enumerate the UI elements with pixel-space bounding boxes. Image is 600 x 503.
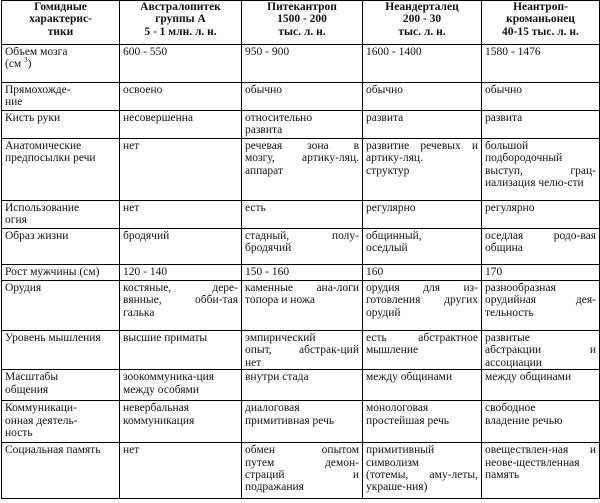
cell-cro-magnon: 1580 - 1476	[482, 45, 600, 83]
cell-label: Образ жизни	[2, 229, 120, 265]
cell-pithecanthropus: внутри стада	[242, 370, 363, 401]
cell-label: Коммуникаци- онная деятель- ность	[2, 401, 120, 443]
cell-australopithecus: нет	[120, 139, 242, 201]
cell-pithecanthropus: каменные ана-логи топора и ножа	[242, 281, 363, 331]
cell-label: Прямохожде- ние	[2, 83, 120, 111]
cell-neanderthal: 160	[363, 265, 482, 281]
cell-cro-magnon: разнообразная орудийная дея- тельность	[482, 281, 600, 331]
cell-neanderthal: обычно	[363, 83, 482, 111]
cell-australopithecus: костяные, дере- вянные, обби-тая галька	[120, 281, 242, 331]
cell-neanderthal: развитие речевых и артику-ляц. структур	[363, 139, 482, 201]
cell-pithecanthropus: обычно	[242, 83, 363, 111]
cell-cro-magnon: развита	[482, 111, 600, 139]
cell-neanderthal: орудия для из- готовления других орудий	[363, 281, 482, 331]
cell-label: Анатомические предпосылки речи	[2, 139, 120, 201]
cell-pithecanthropus: эмпирический опыт, абстрак-ций нет	[242, 331, 363, 370]
cell-neanderthal: есть абстрактное мышление	[363, 331, 482, 370]
row-thinking-level	[2, 331, 600, 370]
row-social-memory	[2, 443, 600, 499]
cell-pithecanthropus: относительно развита	[242, 111, 363, 139]
cell-pithecanthropus: стадный, полу- бродячий	[242, 229, 363, 265]
cell-australopithecus: 600 - 550	[120, 45, 242, 83]
cell-cro-magnon: развитые абстракции и ассоциации	[482, 331, 600, 370]
cell-pithecanthropus: есть	[242, 201, 363, 229]
cell-pithecanthropus: речевая зона в мозгу, артику-ляц. аппарат	[242, 139, 363, 201]
cell-australopithecus: невербальная коммуникация	[120, 401, 242, 443]
cell-label: Социальная память	[2, 443, 120, 499]
row-communication-scale	[2, 370, 600, 401]
header-characteristics: Гомидные характерис- тики	[2, 1, 120, 45]
header-pithecanthropus: Питекантроп 1500 - 200 тыс. л. н.	[242, 1, 363, 45]
cell-australopithecus: освоено	[120, 83, 242, 111]
cell-cro-magnon: между общинами	[482, 370, 600, 401]
cell-neanderthal: между общинами	[363, 370, 482, 401]
cell-pithecanthropus: диалоговая примитивная речь	[242, 401, 363, 443]
cell-neanderthal: примитивный символизм (тотемы, аму-леты, украше-ния)	[363, 443, 482, 499]
row-male-height	[2, 265, 600, 281]
cell-label: Кисть руки	[2, 111, 120, 139]
cell-neanderthal: развита	[363, 111, 482, 139]
row-tools	[2, 281, 600, 331]
table-body	[2, 45, 600, 499]
cell-cro-magnon: свободное владение речью	[482, 401, 600, 443]
header-cro-magnon: Неантроп- кроманьонец 40-15 тыс. л. н.	[482, 1, 600, 45]
cell-cro-magnon: оседлая родо-вая община	[482, 229, 600, 265]
row-fire-use	[2, 201, 600, 229]
header-australopithecus: Австралопитек группы А 5 - 1 млн. л. н.	[120, 1, 242, 45]
row-lifestyle	[2, 229, 600, 265]
cell-neanderthal: регулярно	[363, 201, 482, 229]
row-communicative-activity	[2, 401, 600, 443]
cell-neanderthal: монологовая простейшая речь	[363, 401, 482, 443]
cell-australopithecus: 120 - 140	[120, 265, 242, 281]
cell-label: Уровень мышления	[2, 331, 120, 370]
cell-australopithecus: бродячий	[120, 229, 242, 265]
cell-label: Рост мужчины (см)	[2, 265, 120, 281]
cell-label: Масштабы общения	[2, 370, 120, 401]
cell-australopithecus: зоокоммуника-ция между особями	[120, 370, 242, 401]
cell-cro-magnon: обычно	[482, 83, 600, 111]
cell-australopithecus: несовершенна	[120, 111, 242, 139]
cell-cro-magnon: 170	[482, 265, 600, 281]
cell-neanderthal: 1600 - 1400	[363, 45, 482, 83]
row-hand	[2, 111, 600, 139]
cell-australopithecus: высшие приматы	[120, 331, 242, 370]
cell-pithecanthropus: обмен опытом путем демон- страций и подражания	[242, 443, 363, 499]
cell-label: Орудия	[2, 281, 120, 331]
cell-cro-magnon: регулярно	[482, 201, 600, 229]
row-bipedalism	[2, 83, 600, 111]
cell-label: Использование огня	[2, 201, 120, 229]
header-neanderthal: Неандерталец 200 - 30 тыс. л. н.	[363, 1, 482, 45]
cell-cro-magnon: овеществлен-ная и неове-ществленная память	[482, 443, 600, 499]
row-brain-volume	[2, 45, 600, 83]
cell-neanderthal: общинный, оседлый	[363, 229, 482, 265]
cell-pithecanthropus: 150 - 160	[242, 265, 363, 281]
cell-australopithecus: нет	[120, 201, 242, 229]
hominid-comparison-table	[1, 0, 600, 499]
row-speech-prerequisites	[2, 139, 600, 201]
cell-label: Объем мозга (см $^3$)	[2, 45, 120, 83]
cell-pithecanthropus: 950 - 900	[242, 45, 363, 83]
cell-cro-magnon: большой подбородочный выступ, грац- иализация челю-сти	[482, 139, 600, 201]
header-row	[2, 1, 600, 45]
cell-australopithecus: нет	[120, 443, 242, 499]
